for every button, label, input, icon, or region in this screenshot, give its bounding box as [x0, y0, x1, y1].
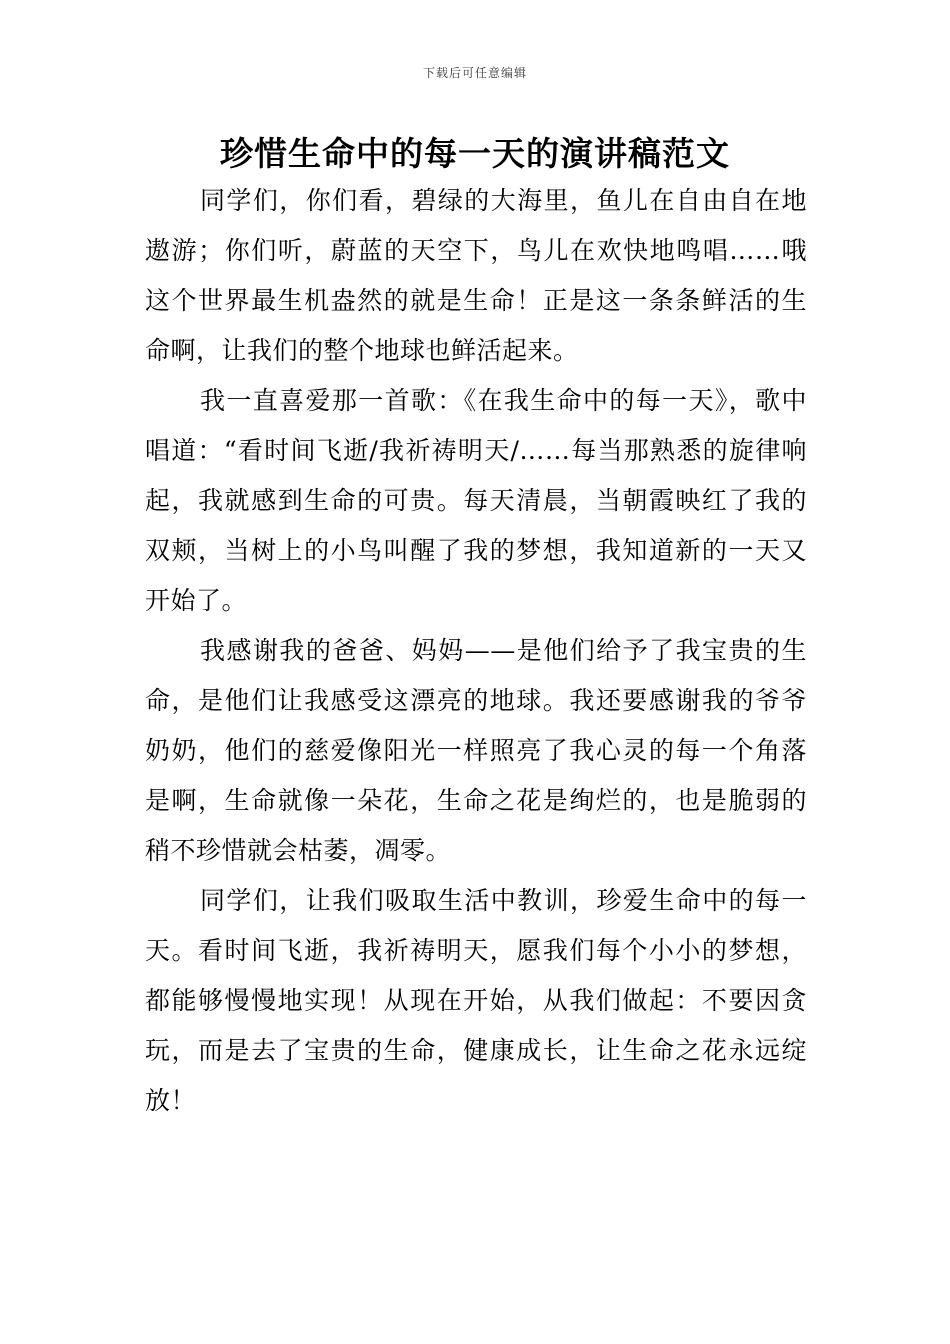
- paragraph-1: 同学们，你们看，碧绿的大海里，鱼儿在自由自在地遨游；你们听，蔚蓝的天空下，鸟儿在欢快地鸣唱……哦这个世界最生机盎然的就是生命！正是这一条条鲜活的生命啊，让我们的整个地球也鲜活起来。: [145, 186, 807, 365]
- paragraph-4: 同学们，让我们吸取生活中教训，珍爱生命中的每一天。看时间飞逝，我祈祷明天，愿我们每个小小的梦想，都能够慢慢地实现！从现在开始，从我们做起：不要因贪玩，而是去了宝贵的生命，健康成长，让生命之花永远绽放！: [145, 886, 807, 1115]
- header-note: 下载后可任意编辑: [422, 66, 527, 80]
- page-title: 珍惜生命中的每一天的演讲稿范文: [220, 134, 730, 173]
- paragraph-3: 我感谢我的爸爸、妈妈——是他们给予了我宝贵的生命，是他们让我感受这漂亮的地球。我还要感谢我的爷爷奶奶，他们的慈爱像阳光一样照亮了我心灵的每一个角落是啊，生命就像一朵花，生命之花是绚烂的，也是脆弱的稍不珍惜就会枯萎，凋零。: [145, 636, 807, 865]
- document-body: [145, 176, 807, 1126]
- paragraph-2: 我一直喜爱那一首歌：《在我生命中的每一天》，歌中唱道：“看时间飞逝/我祈祷明天/……每当那熟悉的旋律响起，我就感到生命的可贵。每天清晨，当朝霞映红了我的双颊，当树上的小鸟叫醒了我的梦想，我知道新的一天又开始了。: [145, 386, 807, 615]
